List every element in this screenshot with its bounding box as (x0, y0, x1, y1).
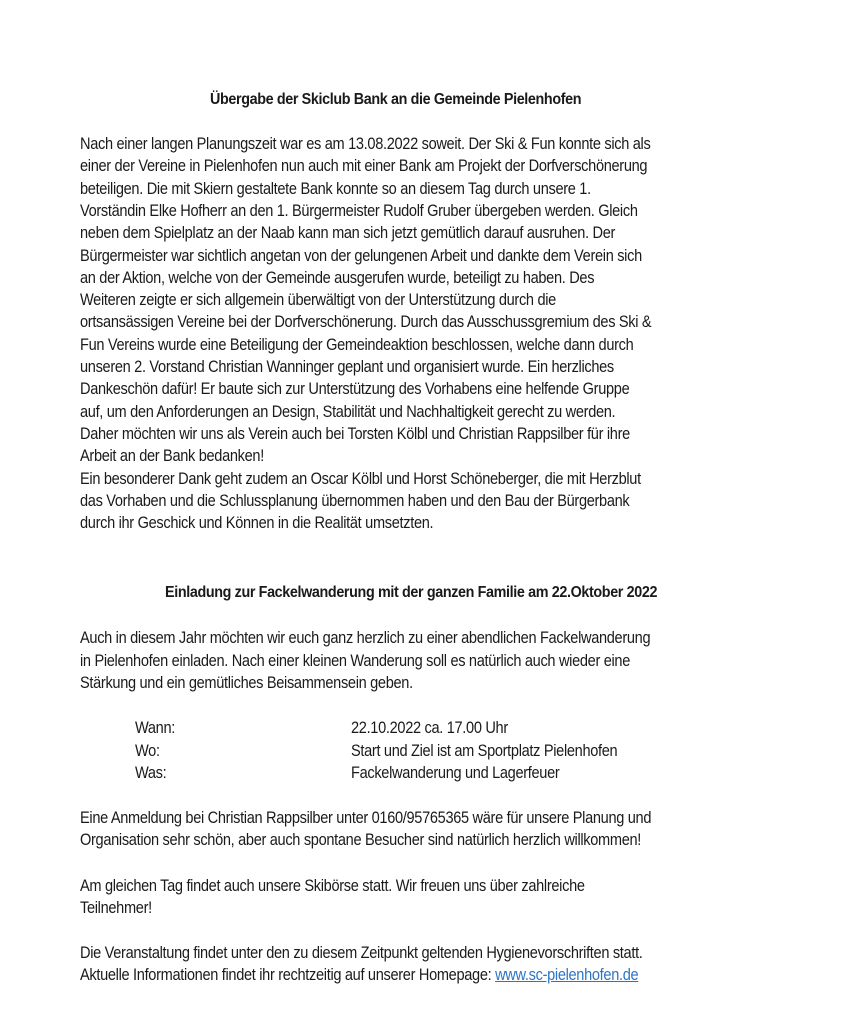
detail-label-was: Was: (135, 764, 167, 782)
detail-value-wann: 22.10.2022 ca. 17.00 Uhr (351, 719, 508, 737)
skiclub-bank-line-1: Nach einer langen Planungszeit war es am 13.08.2022 soweit. Der Ski & Fun konnte sich als (80, 135, 651, 153)
skiclub-bank-line-11: unseren 2. Vorstand Christian Wanninger geplant und organisiert wurde. Ein herzliches (80, 358, 614, 376)
article-title-fackelwanderung: Einladung zur Fackelwanderung mit der ganzen Familie am 22.Oktober 2022 (165, 584, 658, 601)
detail-value-was: Fackelwanderung und Lagerfeuer (351, 764, 560, 782)
homepage-line (80, 964, 638, 987)
skiclub-bank-line-15: Arbeit an der Bank bedanken! (80, 447, 264, 466)
skiclub-bank-line-8: Weiteren zeigte er sich allgemein überwältigt von der Unterstützung durch die (80, 291, 556, 310)
hygiene-line: Die Veranstaltung findet unter den zu diesem Zeitpunkt geltenden Hygienevorschriften statt. (80, 944, 643, 962)
homepage-prefix: Aktuelle Informationen findet ihr rechtzeitig auf unserer Homepage: (80, 966, 496, 984)
skiclub-bank-line-18: durch ihr Geschick und Können in die Realität umsetzten. (80, 514, 434, 533)
skiclub-bank-line-9: ortsansässigen Vereine bei der Dorfverschönerung. Durch das Ausschussgremium des Ski & (80, 313, 652, 332)
fackelwanderung-intro-line-1: Auch in diesem Jahr möchten wir euch ganz herzlich zu einer abendlichen Fackelwanderung (80, 629, 651, 647)
skiclub-bank-line-10: Fun Vereins wurde eine Beteiligung der Gemeindeaktion beschlossen, welche dann durch (80, 335, 634, 354)
article-title-skiclub-bank: Übergabe der Skiclub Bank an die Gemeinde Pielenhofen (210, 91, 582, 108)
detail-label-wann: Wann: (135, 719, 175, 737)
registration-line-1: Eine Anmeldung bei Christian Rappsilber unter 0160/95765365 wäre für unsere Planung und (80, 809, 652, 827)
skiclub-bank-line-3: beteiligen. Die mit Skiern gestaltete Bank konnte so an diesem Tag durch unsere 1. (80, 179, 591, 198)
detail-value-wo: Start und Ziel ist am Sportplatz Pielenhofen (351, 742, 618, 760)
skiclub-bank-line-16: Ein besonderer Dank geht zudem an Oscar Kölbl und Horst Schöneberger, die mit Herzblut (80, 469, 641, 488)
skiclub-bank-line-5: neben dem Spielplatz an der Naab kann man sich jetzt gemütlich darauf ausruhen. Der (80, 224, 616, 243)
fackelwanderung-intro-line-2: in Pielenhofen einladen. Nach einer kleinen Wanderung soll es natürlich auch wieder eine (80, 651, 631, 670)
skiclub-bank-line-14: Daher möchten wir uns als Verein auch bei Torsten Kölbl und Christian Rappsilber für ihre (80, 424, 630, 443)
skiclub-bank-line-4: Vorständin Elke Hofherr an den 1. Bürgermeister Rudolf Gruber übergeben werden. Gleich (80, 201, 638, 220)
registration-line-2: Organisation sehr schön, aber auch spontane Besucher sind natürlich herzlich willkommen! (80, 831, 642, 849)
skiclub-bank-line-7: an der Aktion, welche von der Gemeinde ausgerufen wurde, beteiligt zu haben. Des (80, 268, 595, 287)
fackelwanderung-intro-line-3: Stärkung und ein gemütliches Beisammensein geben. (80, 674, 413, 692)
skiclub-bank-line-2: einer der Vereine in Pielenhofen nun auch mit einer Bank am Projekt der Dorfverschönerung (80, 157, 648, 176)
skiclub-bank-line-6: Bürgermeister war sichtlich angetan von der gelungenen Arbeit und dankte dem Verein sich (80, 246, 642, 265)
skiclub-bank-line-13: auf, um den Anforderungen an Design, Stabilität und Nachhaltigkeit gerecht zu werden. (80, 402, 616, 421)
detail-label-wo: Wo: (135, 742, 160, 760)
homepage-link[interactable]: www.sc-pielenhofen.de (495, 966, 639, 984)
skiclub-bank-line-17: das Vorhaben und die Schlussplanung übernommen haben und den Bau der Bürgerbank (80, 491, 630, 510)
skiclub-bank-line-12: Dankeschön dafür! Er baute sich zur Unterstützung des Vorhabens eine helfende Gruppe (80, 380, 630, 399)
skiboerse-line-2: Teilnehmer! (80, 899, 152, 917)
skiboerse-line-1: Am gleichen Tag findet auch unsere Skibörse statt. Wir freuen uns über zahlreiche (80, 877, 585, 895)
